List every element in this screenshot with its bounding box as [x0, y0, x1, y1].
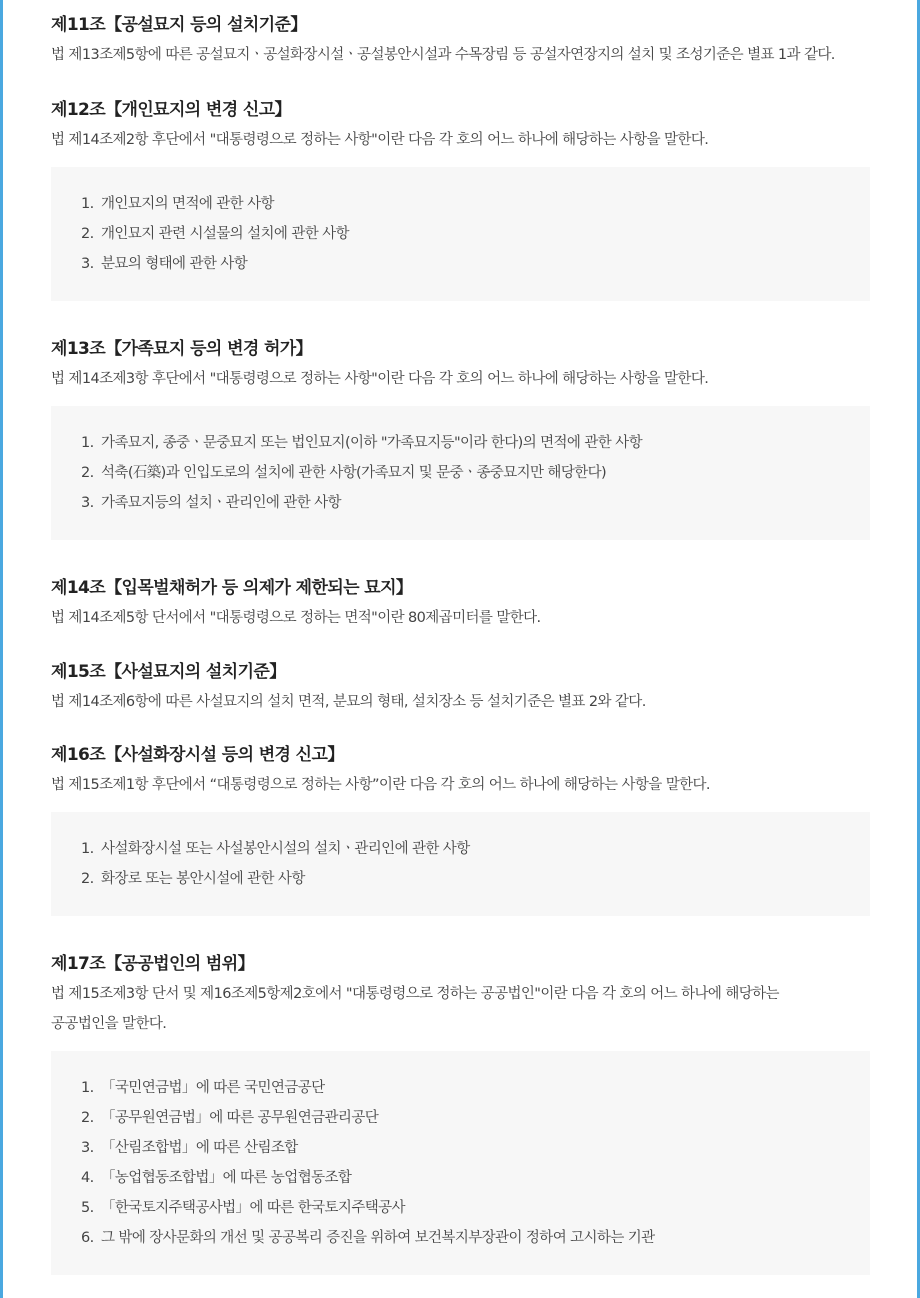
item-list-box: [51, 812, 870, 916]
article-11: [51, 14, 870, 70]
article-title: 제17조【공공법인의 범위】: [51, 954, 254, 974]
article-body-continued: 공공법인을 말한다.: [51, 1016, 167, 1032]
article-body: 법 제15조제3항 단서 및 제16조제5항제2호에서 "대통령령으로 정하는 공공법인"이란 다음 각 호의 어느 하나에 해당하는: [51, 986, 779, 1002]
item-list-box: [51, 406, 870, 540]
item-list-box: [51, 167, 870, 301]
article-body: 법 제14조제3항 후단에서 "대통령령으로 정하는 사항"이란 다음 각 호의 어느 하나에 해당하는 사항을 말한다.: [51, 371, 709, 387]
list-item: 1. 가족묘지, 종중ㆍ문중묘지 또는 법인묘지(이하 "가족묘지등"이라 한다)의 면적에 관한 사항: [81, 435, 642, 451]
list-item: 2. 화장로 또는 봉안시설에 관한 사항: [81, 871, 305, 887]
article-title: 제11조【공설묘지 등의 설치기준】: [51, 15, 307, 35]
list-item: 1. 사설화장시설 또는 사설봉안시설의 설치ㆍ관리인에 관한 사항: [81, 841, 470, 857]
article-title: 제12조【개인묘지의 변경 신고】: [51, 100, 291, 120]
list-item: 2. 「공무원연금법」에 따른 공무원연금관리공단: [81, 1110, 379, 1126]
list-item: 5. 「한국토지주택공사법」에 따른 한국토지주택공사: [81, 1200, 405, 1216]
list-item: 3. 가족묘지등의 설치ㆍ관리인에 관한 사항: [81, 495, 341, 511]
article-body: 법 제14조제2항 후단에서 "대통령령으로 정하는 사항"이란 다음 각 호의 어느 하나에 해당하는 사항을 말한다.: [51, 132, 709, 148]
article-title: 제16조【사설화장시설 등의 변경 신고】: [51, 745, 344, 765]
left-border: [0, 0, 3, 1298]
article-body: 법 제15조제1항 후단에서 “대통령령으로 정하는 사항”이란 다음 각 호의 어느 하나에 해당하는 사항을 말한다.: [51, 777, 710, 793]
article-14: [51, 577, 870, 633]
article-body: 법 제14조제6항에 따른 사설묘지의 설치 면적, 분묘의 형태, 설치장소 등 설치기준은 별표 2와 같다.: [51, 694, 646, 710]
article-body: 법 제13조제5항에 따른 공설묘지ㆍ공설화장시설ㆍ공설봉안시설과 수목장림 등 공설자연장지의 설치 및 조성기준은 별표 1과 같다.: [51, 47, 835, 63]
item-list-box: [51, 1051, 870, 1275]
article-title: 제14조【입목벌채허가 등 의제가 제한되는 묘지】: [51, 578, 413, 598]
article-12: [51, 99, 870, 301]
list-item: 4. 「농업협동조합법」에 따른 농업협동조합: [81, 1170, 352, 1186]
list-item: 1. 개인묘지의 면적에 관한 사항: [81, 196, 274, 212]
article-body: 법 제14조제5항 단서에서 "대통령령으로 정하는 면적"이란 80제곱미터를 말한다.: [51, 610, 541, 626]
list-item: 2. 개인묘지 관련 시설물의 설치에 관한 사항: [81, 226, 349, 242]
list-item: 3. 「산림조합법」에 따른 산림조합: [81, 1140, 298, 1156]
list-item: 1. 「국민연금법」에 따른 국민연금공단: [81, 1080, 325, 1096]
article-15: [51, 661, 870, 717]
article-13: [51, 338, 870, 540]
article-17: [51, 953, 870, 1275]
list-item: 6. 그 밖에 장사문화의 개선 및 공공복리 증진을 위하여 보건복지부장관이 정하여 고시하는 기관: [81, 1230, 655, 1246]
article-16: [51, 744, 870, 916]
article-title: 제15조【사설묘지의 설치기준】: [51, 662, 286, 682]
list-item: 2. 석축(石築)과 인입도로의 설치에 관한 사항(가족묘지 및 문중ㆍ종중묘지만 해당한다): [81, 465, 607, 481]
list-item: 3. 분묘의 형태에 관한 사항: [81, 256, 248, 272]
article-title: 제13조【가족묘지 등의 변경 허가】: [51, 339, 313, 359]
